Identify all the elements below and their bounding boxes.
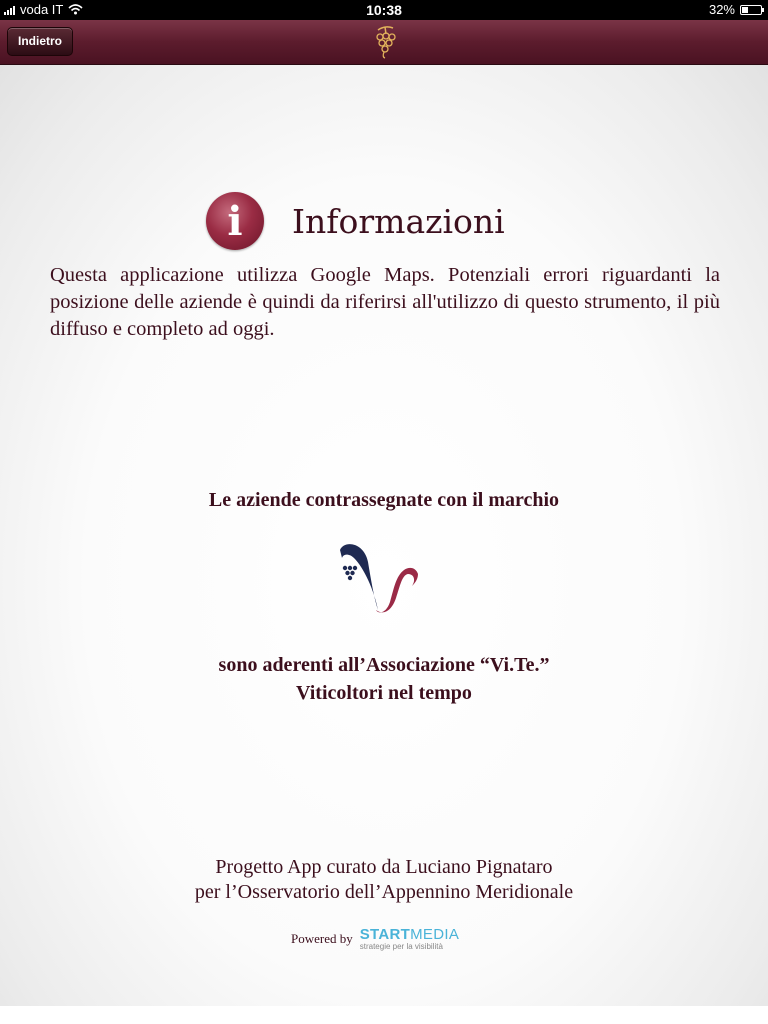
credits-line-2: per l’Osservatorio dell’Appennino Meridionale (194, 881, 574, 903)
association-line-1: sono aderenti all’Associazione “Vi.Te.” (218, 654, 550, 676)
back-button[interactable]: Indietro (7, 27, 73, 56)
startmedia-tagline: strategie per la visibilità (359, 942, 443, 951)
nav-bar (0, 20, 768, 65)
startmedia-logo[interactable] (360, 927, 459, 951)
battery-percent: 32% (708, 2, 735, 17)
info-header (206, 191, 505, 251)
bottom-strip (0, 1006, 768, 1024)
marchio-text: Le aziende contrassegnate con il marchio (208, 489, 560, 511)
info-icon: i (206, 192, 264, 250)
credits (0, 855, 768, 905)
powered-by (291, 927, 459, 951)
battery-icon (740, 5, 762, 15)
credits-line-1: Progetto App curato da Luciano Pignataro (215, 856, 553, 878)
clock: 10:38 (366, 2, 402, 18)
grape-cluster-icon (372, 24, 398, 60)
association-line-2: Viticoltori nel tempo (296, 682, 472, 704)
info-text: Questa applicazione utilizza Google Maps. Potenziali errori riguardanti la posizione delle aziende è quindi da riferirsi all'utilizzo di questo strumento, il più diffuso e completo ad oggi. (50, 264, 720, 340)
page-title: Informazioni (292, 201, 505, 241)
startmedia-media: MEDIA (410, 926, 460, 943)
carrier-label: voda IT (20, 2, 64, 17)
status-bar (0, 0, 768, 20)
startmedia-start: START (359, 926, 411, 943)
association-text (0, 651, 768, 707)
info-page (0, 65, 768, 1006)
powered-by-label: Powered by (291, 931, 353, 946)
vite-logo (334, 540, 424, 615)
